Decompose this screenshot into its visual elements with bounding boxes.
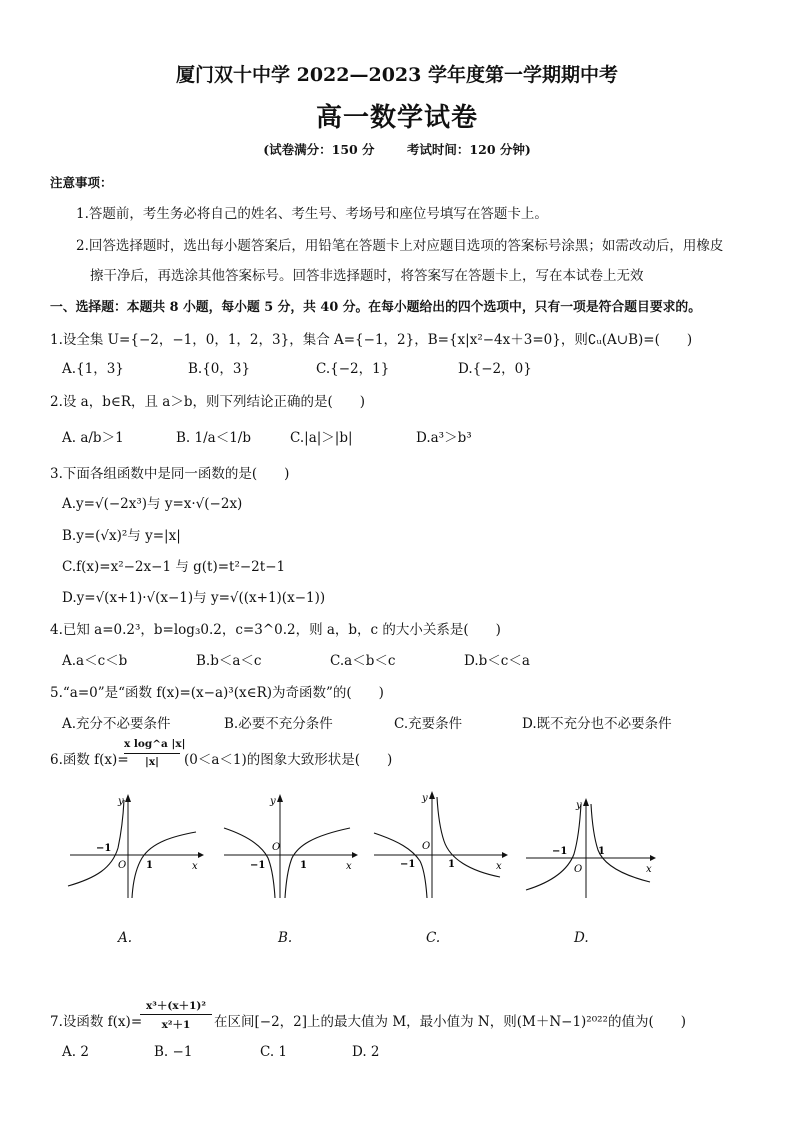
x-label: x bbox=[192, 861, 198, 872]
q1-option-d: D.{−2，0} bbox=[458, 361, 532, 377]
q5-stem: 5.“a=0”是“函数 f(x)=(x−a)³(x∈R)为奇函数”的( ) bbox=[50, 685, 384, 701]
q1-stem: 1.设全集 U={−2，−1，0，1，2，3}，集合 A={−1，2}，B={x|x²−4x＋3=0}，则∁ᵤ(A∪B)=( ) bbox=[50, 332, 693, 348]
curve-right bbox=[132, 832, 196, 898]
q6-graph-a bbox=[66, 790, 206, 900]
q6-numerator: x log^a |x| bbox=[124, 738, 186, 750]
one-label: 1 bbox=[598, 846, 605, 857]
x-label: x bbox=[646, 864, 652, 875]
x-axis-arrow bbox=[352, 852, 358, 858]
x-label: x bbox=[346, 861, 352, 872]
q3-stem: 3.下面各组函数中是同一函数的是( ) bbox=[50, 466, 290, 482]
q2-option-d: D.a³＞b³ bbox=[416, 430, 472, 446]
y-axis-arrow bbox=[429, 791, 435, 799]
q6-denominator: |x| bbox=[145, 756, 159, 768]
y-label: y bbox=[422, 793, 428, 804]
one-label: 1 bbox=[448, 859, 455, 870]
q2-option-c: C.|a|＞|b| bbox=[290, 430, 353, 446]
origin-label: O bbox=[272, 842, 281, 853]
y-axis-arrow bbox=[125, 794, 131, 802]
x-label: x bbox=[496, 861, 502, 872]
q6-graph-d bbox=[522, 790, 662, 900]
one-label: 1 bbox=[146, 860, 153, 871]
section-heading: 一、选择题：本题共 8 小题，每小题 5 分，共 40 分。在每小题给出的四个选项中，只有一项是符合题目要求的。 bbox=[50, 300, 702, 315]
one-label: 1 bbox=[300, 860, 307, 871]
q5-option-b: B.必要不充分条件 bbox=[224, 716, 333, 732]
q3-option-d: D.y=√(x+1)·√(x−1)与 y=√((x+1)(x−1)) bbox=[62, 590, 326, 606]
full-score: (试卷满分：150 分 bbox=[263, 142, 375, 157]
y-axis-arrow bbox=[583, 798, 589, 806]
origin-label: O bbox=[422, 841, 431, 852]
q6-caption-a: A. bbox=[118, 930, 133, 946]
curve-right bbox=[285, 828, 350, 898]
x-axis-arrow bbox=[198, 852, 204, 858]
exam-title: 厦门双十中学 2022—2023 学年度第一学期期中考 bbox=[176, 64, 618, 86]
q4-option-b: B.b＜a＜c bbox=[196, 653, 262, 669]
q6-fraction-bar bbox=[124, 753, 180, 754]
q7-option-b: B. −1 bbox=[154, 1044, 193, 1060]
q1-option-c: C.{−2，1} bbox=[316, 361, 390, 377]
q7-stem-pre: 7.设函数 f(x)= bbox=[50, 1014, 143, 1030]
notice-heading: 注意事项： bbox=[50, 175, 113, 190]
q7-fraction-bar bbox=[140, 1014, 212, 1015]
q7-denominator: x²＋1 bbox=[161, 1019, 191, 1031]
q2-stem: 2.设 a，b∈R，且 a＞b，则下列结论正确的是( ) bbox=[50, 394, 366, 410]
q6-graph-c bbox=[370, 785, 510, 900]
x-axis-arrow bbox=[502, 852, 508, 858]
q6-graph-b bbox=[220, 790, 360, 900]
q6-caption-b: B. bbox=[278, 930, 293, 946]
q3-option-a: A.y=√(−2x³)与 y=x·√(−2x) bbox=[62, 496, 243, 512]
x-axis-arrow bbox=[650, 855, 656, 861]
q7-option-a: A. 2 bbox=[62, 1044, 89, 1060]
q4-stem: 4.已知 a=0.2³，b=log₃0.2，c=3^0.2，则 a，b，c 的大小关系是( ) bbox=[50, 622, 501, 638]
curve-right bbox=[437, 797, 500, 877]
exam-time: 考试时间：120 分钟) bbox=[406, 142, 531, 157]
score-time-line bbox=[0, 140, 794, 158]
notice-item-1: 1.答题前，考生务必将自己的姓名、考生号、考场号和座位号填写在答题卡上。 bbox=[76, 206, 548, 222]
q2-option-b: B. 1/a＜1/b bbox=[176, 430, 251, 446]
y-label: y bbox=[270, 796, 276, 807]
q7-option-d: D. 2 bbox=[352, 1044, 380, 1060]
q2-option-a: A. a/b＞1 bbox=[62, 430, 124, 446]
paper-title: 高一数学试卷 bbox=[315, 103, 478, 133]
curve-right bbox=[591, 804, 650, 882]
y-label: y bbox=[118, 796, 124, 807]
origin-label: O bbox=[574, 864, 583, 875]
q4-option-d: D.b＜c＜a bbox=[464, 653, 530, 669]
neg-one-label: −1 bbox=[400, 859, 416, 870]
q6-stem-post: (0＜a＜1)的图象大致形状是( ) bbox=[184, 752, 393, 768]
q7-option-c: C. 1 bbox=[260, 1044, 288, 1060]
q1-option-a: A.{1，3} bbox=[62, 361, 124, 377]
q3-option-b: B.y=(√x)²与 y=|x| bbox=[62, 528, 181, 544]
q6-stem-pre: 6.函数 f(x)= bbox=[50, 752, 129, 768]
neg-one-label: −1 bbox=[552, 846, 568, 857]
q5-option-d: D.既不充分也不必要条件 bbox=[522, 716, 672, 732]
q3-option-c: C.f(x)=x²−2x−1 与 g(t)=t²−2t−1 bbox=[62, 559, 286, 575]
origin-label: O bbox=[118, 860, 127, 871]
q6-caption-d: D. bbox=[574, 930, 589, 946]
q6-caption-c: C. bbox=[426, 930, 441, 946]
notice-item-2-line1: 2.回答选择题时，选出每小题答案后，用铅笔在答题卡上对应题目选项的答案标号涂黑；如需改动后，用橡皮 bbox=[76, 238, 724, 254]
q5-option-c: C.充要条件 bbox=[394, 716, 463, 732]
neg-one-label: −1 bbox=[250, 860, 266, 871]
y-label: y bbox=[576, 800, 582, 811]
neg-one-label: −1 bbox=[96, 843, 112, 854]
q1-option-b: B.{0，3} bbox=[188, 361, 251, 377]
y-axis-arrow bbox=[277, 794, 283, 802]
q7-stem-post: 在区间[−2，2]上的最大值为 M，最小值为 N，则(M＋N−1)²⁰²²的值为( ) bbox=[214, 1014, 686, 1030]
q4-option-a: A.a＜c＜b bbox=[62, 653, 128, 669]
q4-option-c: C.a＜b＜c bbox=[330, 653, 396, 669]
q7-numerator: x³＋(x＋1)² bbox=[146, 1000, 206, 1012]
notice-item-2-line2: 擦干净后，再选涂其他答案标号。回答非选择题时，将答案写在答题卡上，写在本试卷上无效 bbox=[90, 268, 644, 284]
q5-option-a: A.充分不必要条件 bbox=[62, 716, 171, 732]
